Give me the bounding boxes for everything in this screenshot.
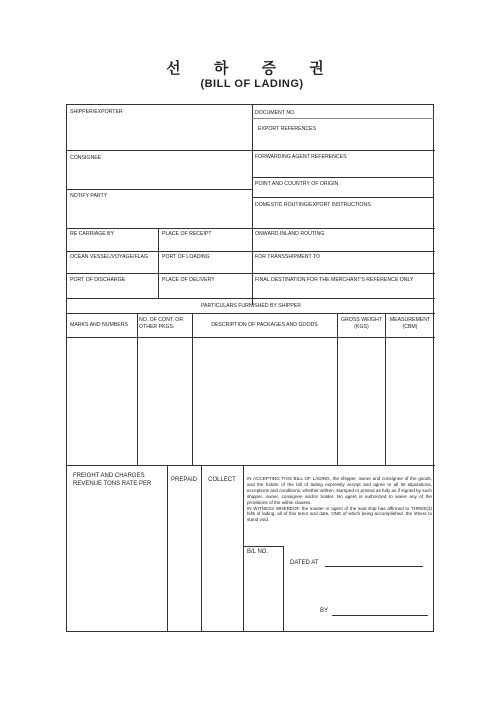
label-shipper: SHIPPER/EXPORTER xyxy=(70,109,123,115)
divider-freight-collect xyxy=(201,465,202,632)
terms-and-conditions xyxy=(247,476,432,523)
rule-freight-top xyxy=(67,465,435,466)
rule-forwarding xyxy=(252,177,434,178)
rule-columns-header-end xyxy=(67,337,435,338)
label-pre-carriage: RE CARRIAGE BY xyxy=(70,231,115,237)
label-collect: COLLECT xyxy=(208,477,236,483)
label-document-no: DOCUMENT NO. xyxy=(255,110,296,116)
rule-bl-box-right xyxy=(283,546,284,632)
divider-routing-mid xyxy=(158,228,159,298)
divider-top-right xyxy=(252,105,253,305)
divider-col-weight xyxy=(385,313,386,465)
by-signature-line xyxy=(332,615,428,616)
label-bl-no: B/L NO. xyxy=(247,549,269,555)
rule-consignee-end xyxy=(67,189,252,190)
label-place-of-delivery: PLACE OF DELIVERY xyxy=(162,277,215,283)
rule-notify-end xyxy=(67,228,435,229)
rule-document-no xyxy=(252,118,434,119)
bill-of-lading-form xyxy=(66,104,434,632)
label-port-of-discharge: PORT OF DISCHARGE xyxy=(70,277,126,283)
label-forwarding-agent: FORWARDING AGENT REFERENCES xyxy=(255,154,347,160)
label-by: BY xyxy=(320,608,329,614)
label-particulars-heading: PARTICULARS FURNISHED BY SHIPPER xyxy=(200,303,302,309)
label-final-destination: FINAL DESTINATION FOR THE MERCHANT'S REFERENCE ONLY xyxy=(255,277,414,283)
label-onward-routing: ONWARD INLAND ROUTING xyxy=(255,231,325,237)
rule-columns-top xyxy=(67,313,435,314)
rule-particulars-top xyxy=(67,298,435,299)
label-transshipment: FOR TRANSSHIPMENT TO xyxy=(255,254,321,260)
rule-row-vessel xyxy=(67,251,435,252)
col-header-gross-weight: GROSS WEIGHT (KGS) xyxy=(341,317,382,330)
label-export-references: EXPORT REFERENCES xyxy=(258,126,317,132)
terms-paragraph-witness: IN WITNESS WHEREOF, the master or agent of the said ship has affirmed to THREE(3) bills of lading, all of this tenor and date, ONE of which being accomplished, the others to stand void. xyxy=(247,505,432,523)
col-header-marks: MARKS AND NUMBERS xyxy=(70,322,128,328)
divider-col-nocont xyxy=(192,313,193,465)
label-consignee: CONSIGNEE xyxy=(70,155,102,161)
dated-at-line xyxy=(325,566,423,567)
label-freight-line2: REVENUE TONS RATE PER xyxy=(73,481,152,487)
label-point-of-origin: POINT AND COUNTRY OF ORIGIN xyxy=(255,181,339,187)
label-port-of-loading: PORT OF LOADING xyxy=(162,254,210,260)
rule-shipper-end xyxy=(67,150,435,151)
label-notify-party: NOTIFY PARTY xyxy=(70,193,108,199)
col-header-description: DESCRIPTION OF PACKAGES AND GOODS xyxy=(211,322,318,328)
rule-bl-box-top xyxy=(243,546,283,547)
terms-paragraph-accepting: IN ACCEPTING THIS BILL OF LADING, the shipper, owner and consignee of the goods, and the holder of the bill of lading expressly accept and agree to all its stipulations, exceptions and conditions, whether written, stamped or printed as fully as if signed by such shipper, owner, consignee and/or holder. No agent is authorized to waive any of the provisions of the within clauses. xyxy=(247,476,432,505)
divider-freight-prepaid xyxy=(167,465,168,632)
document-subtitle: (BILL OF LADING) xyxy=(200,78,304,90)
document-title: 선 하 증 권 xyxy=(166,59,338,77)
label-dated-at: DATED AT xyxy=(290,560,319,566)
col-header-no-cont: NO. OF CONT. OR OTHER PKGS. xyxy=(139,317,184,330)
label-place-of-receipt: PLACE OF RECEIPT xyxy=(162,231,212,237)
label-ocean-vessel: OCEAN VESSEL/VOYAGE/FLAG xyxy=(70,254,149,260)
rule-row-discharge xyxy=(67,273,435,274)
rule-origin xyxy=(252,197,434,198)
label-domestic-routing: DOMESTIC ROUTING/EXPORT INSTRUCTIONS xyxy=(255,202,371,208)
label-prepaid: PREPAID xyxy=(171,477,197,483)
divider-freight-terms xyxy=(243,465,244,632)
label-freight-line1: FREIGHT AND CHARGES xyxy=(73,473,145,479)
divider-col-marks xyxy=(137,313,138,465)
divider-col-desc xyxy=(337,313,338,465)
col-header-measurement: MEASUREMENT (CBM) xyxy=(389,317,431,330)
